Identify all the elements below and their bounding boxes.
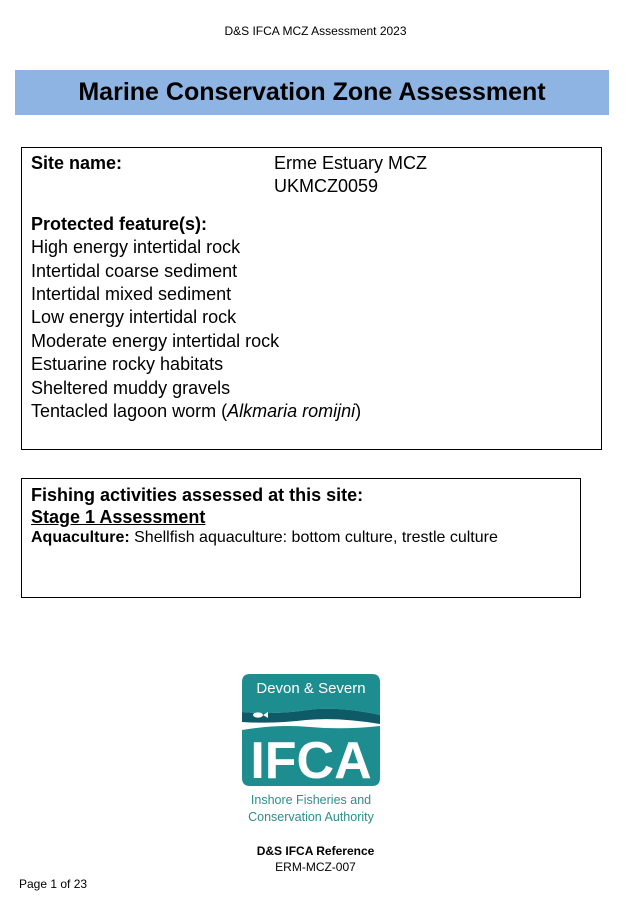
running-header: D&S IFCA MCZ Assessment 2023 — [224, 24, 407, 38]
feature-item: High energy intertidal rock — [31, 237, 241, 258]
site-name: Erme Estuary MCZ — [274, 153, 428, 173]
feature-item-lagoon-worm: Tentacled lagoon worm (Alkmaria romijni) — [31, 401, 362, 422]
aquaculture-detail: Shellfish aquaculture: bottom culture, trestle culture — [134, 529, 498, 546]
reference-block — [0, 843, 631, 875]
reference-label: D&S IFCA Reference — [256, 844, 375, 858]
logo-tagline-1: Inshore Fisheries and — [250, 793, 372, 807]
feature-item: Moderate energy intertidal rock — [31, 330, 280, 351]
aquaculture-label: Aquaculture: — [31, 529, 130, 546]
reference-code: ERM-MCZ-007 — [275, 860, 356, 874]
page-title: Marine Conservation Zone Assessment — [15, 70, 609, 115]
site-name-label: Site name: — [31, 153, 123, 173]
feature-item: Intertidal coarse sediment — [31, 260, 238, 281]
activities-box — [21, 478, 581, 598]
logo-region-text: Devon & Severn — [256, 680, 366, 697]
ifca-logo — [238, 672, 384, 832]
features-heading: Protected feature(s): — [31, 213, 208, 234]
feature-item: Estuarine rocky habitats — [31, 354, 224, 375]
feature-item: Intertidal mixed sediment — [31, 284, 232, 305]
features-list — [31, 236, 592, 423]
activities-heading: Fishing activities assessed at this site: — [31, 485, 364, 505]
logo-tagline-2: Conservation Authority — [248, 810, 374, 824]
site-name-row — [31, 152, 592, 199]
page-number: Page 1 of 23 — [19, 877, 88, 891]
species-name: Alkmaria romijni — [227, 401, 356, 422]
site-name-values — [274, 152, 427, 199]
site-code: UKMCZ0059 — [274, 176, 379, 197]
feature-item: Low energy intertidal rock — [31, 307, 237, 328]
logo-acronym: IFCA — [250, 732, 372, 790]
site-info-box — [21, 147, 602, 450]
stage-heading: Stage 1 Assessment — [31, 507, 206, 527]
aquaculture-line — [31, 528, 571, 548]
feature-item: Sheltered muddy gravels — [31, 377, 231, 398]
